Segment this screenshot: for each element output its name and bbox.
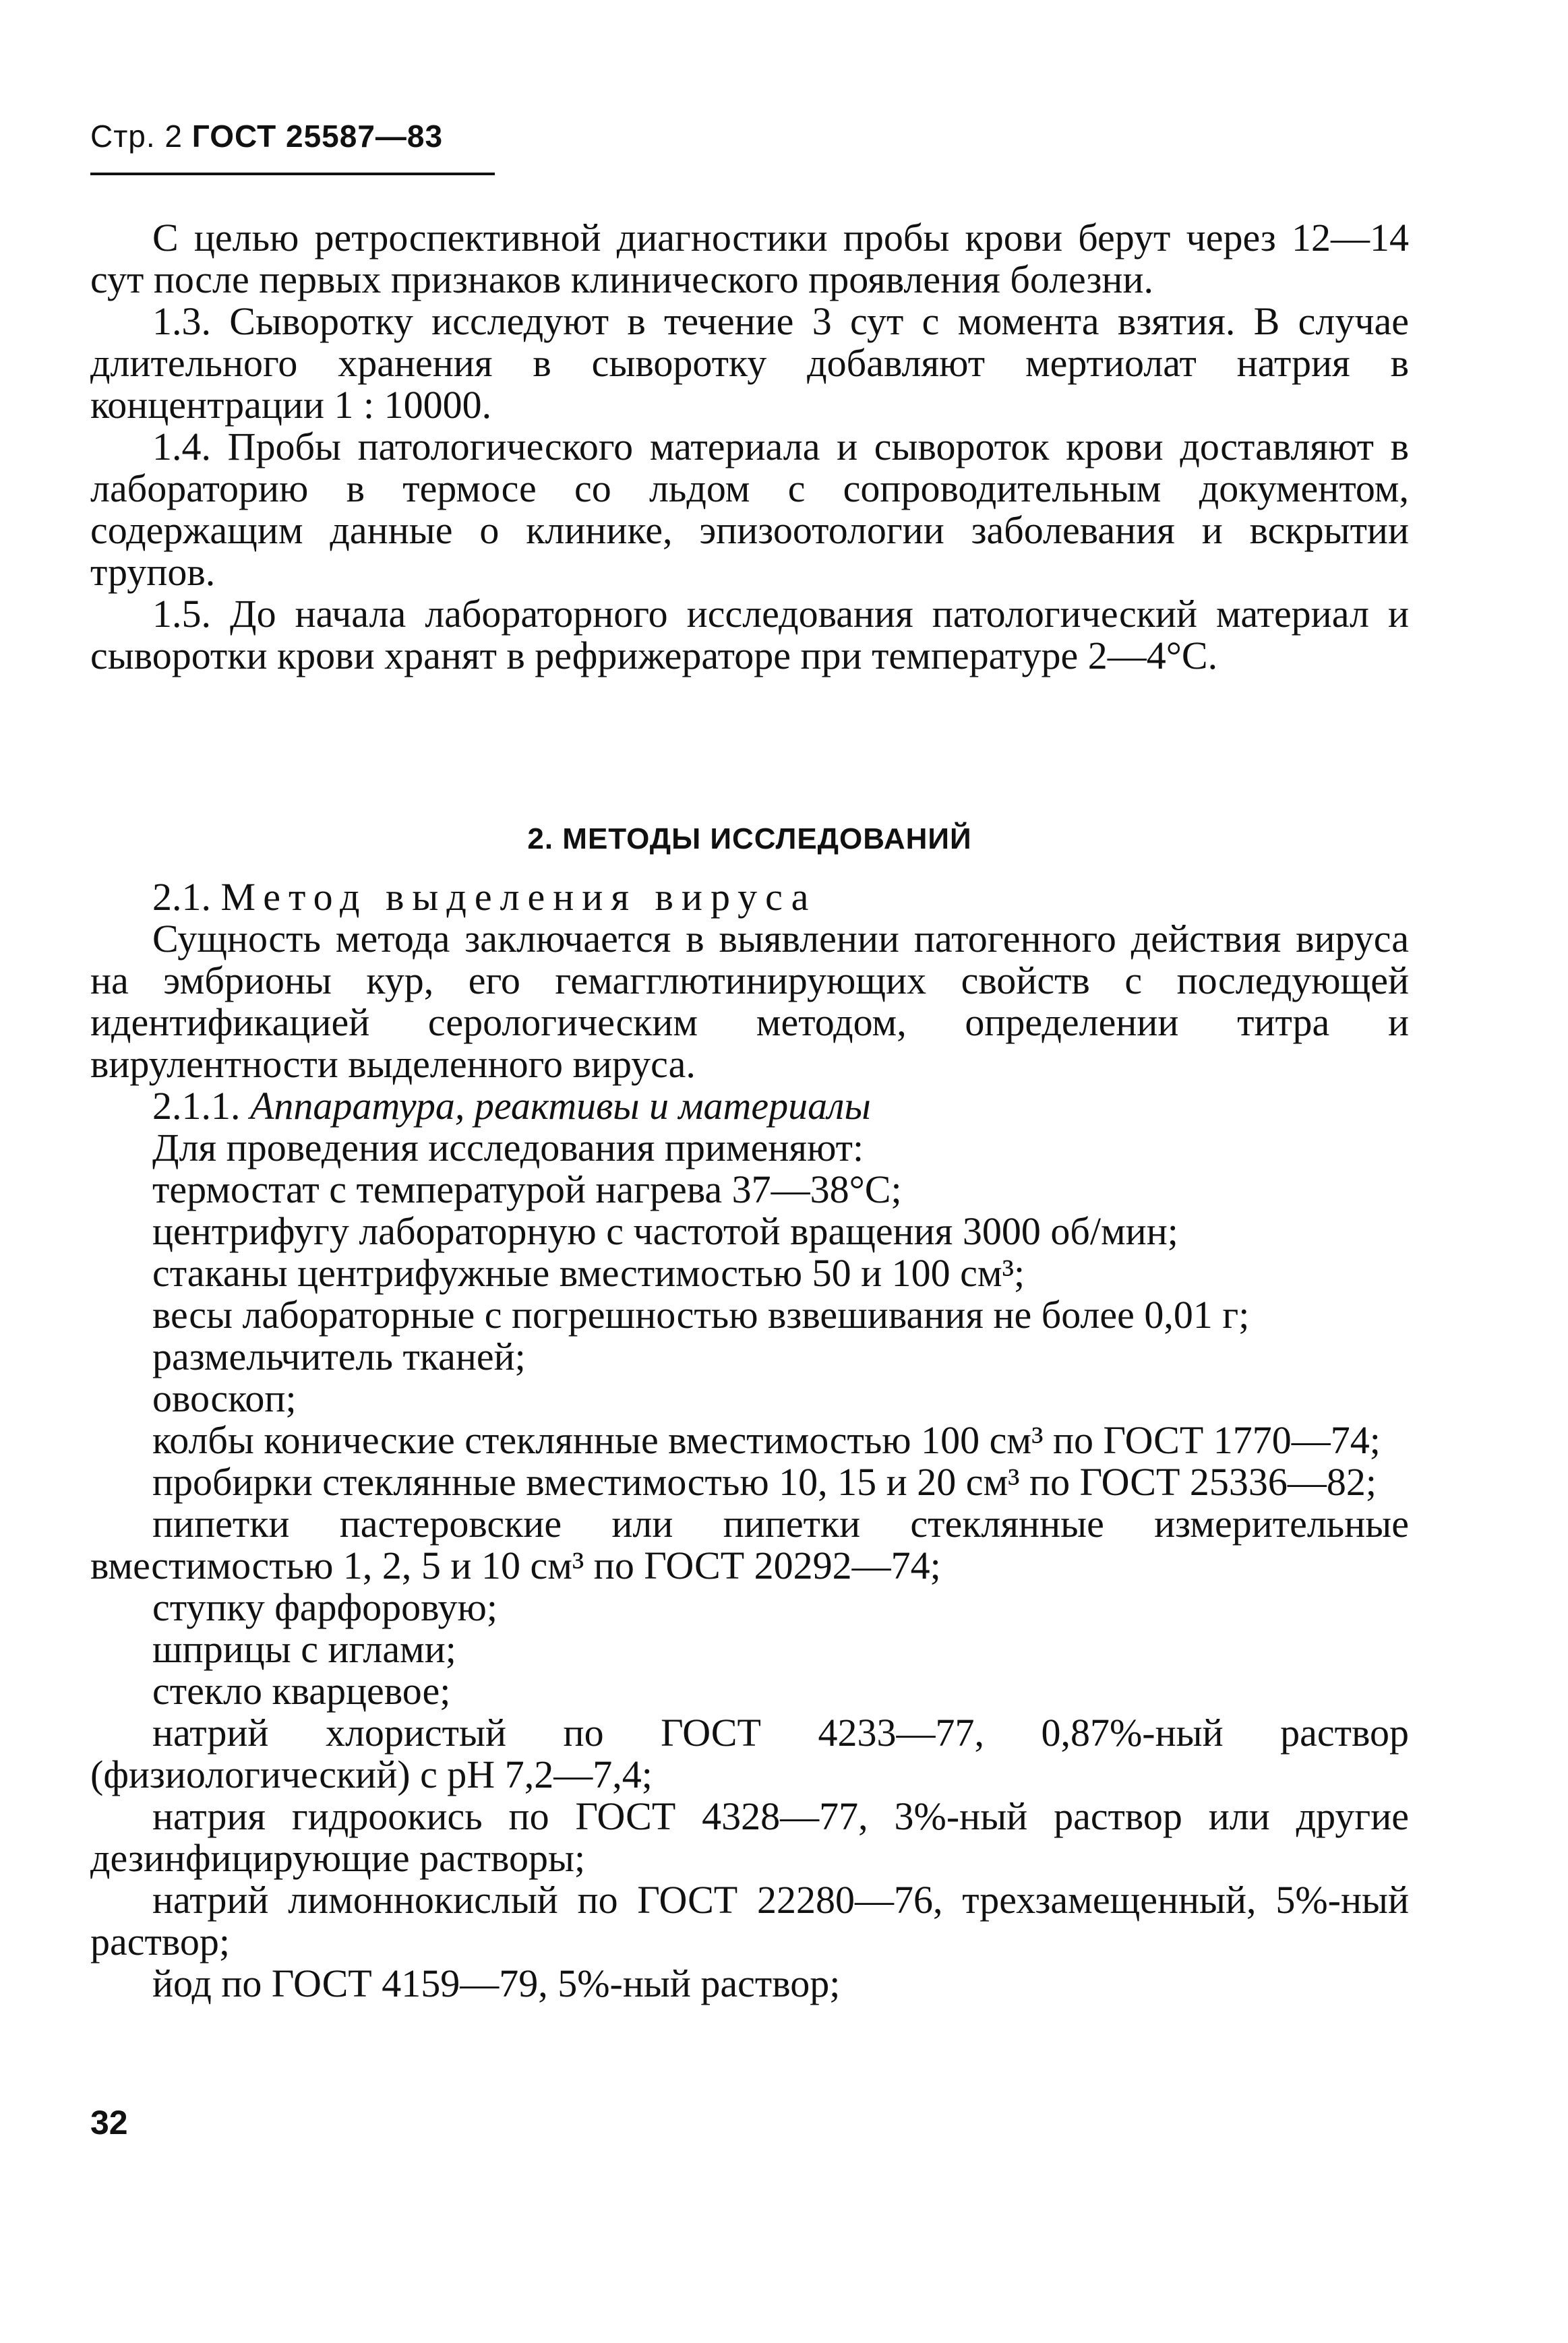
paragraph-1-3: 1.3. Сыворотку исследуют в течение 3 сут с момента взятия. В случае длительного хранения в сыворотку добавляют мертиолат натрия в концентрации 1 : 10000. (90, 299, 1409, 427)
running-header (90, 118, 443, 154)
subsection-number: 2.1.1. (152, 1084, 241, 1128)
header-rule (90, 173, 495, 175)
equipment-item: центрифугу лабораторную с частотой вращения 3000 об/мин; (152, 1209, 1178, 1253)
equipment-item: пипетки пастеровские или пипетки стеклянные измерительные вместимостью 1, 2, 5 и 10 см³ по ГОСТ 20292—74; (90, 1502, 1409, 1587)
equipment-item: стекло кварцевое; (152, 1669, 451, 1713)
subsection-heading (90, 1085, 1409, 1127)
equipment-item: термостат с температурой нагрева 37—38°С; (152, 1167, 902, 1211)
equipment-item: колбы конические стеклянные вместимостью 100 см³ по ГОСТ 1770—74; (152, 1418, 1381, 1462)
equipment-intro: Для проведения исследования применяют: (152, 1126, 864, 1169)
page-number: 32 (90, 2104, 128, 2141)
method-number: 2.1. (152, 875, 211, 919)
paragraph-1-5: 1.5. До начала лабораторного исследования патологический материал и сыворотки крови хранят в рефрижераторе при температуре 2—4°С. (90, 592, 1409, 677)
header-page-label: Стр. 2 (90, 119, 183, 154)
subsection-title: Аппаратура, реактивы и материалы (250, 1084, 871, 1128)
equipment-item: размельчитель тканей; (152, 1335, 526, 1378)
equipment-item: натрия гидроокись по ГОСТ 4328—77, 3%-ный раствор или другие дезинфицирующие растворы; (90, 1794, 1409, 1880)
equipment-item: шприцы с иглами; (152, 1627, 456, 1671)
paragraph-1-4: 1.4. Пробы патологического материала и сывороток крови доставляют в лабораторию в термосе со льдом с сопроводительным документом, содержащим данные о клинике, эпизоотологии заболевания и вскрытии трупов. (90, 425, 1409, 594)
equipment-item: весы лабораторные с погрешностью взвешивания не более 0,01 г; (152, 1293, 1250, 1337)
equipment-item: пробирки стеклянные вместимостью 10, 15 и 20 см³ по ГОСТ 25336—82; (152, 1460, 1377, 1504)
equipment-item: стаканы центрифужные вместимостью 50 и 100 см³; (152, 1251, 1025, 1295)
paragraph-retrospective: С целью ретроспективной диагностики пробы крови берут через 12—14 сут после первых признаков клинического проявления болезни. (90, 216, 1409, 301)
method-heading (90, 876, 1409, 918)
method-essence: Сущность метода заключается в выявлении патогенного действия вируса на эмбрионы кур, его гемагглютинирующих свойств с последующей идентификацией серологическим методом, определении титра и вирулентности выделенного вируса. (90, 917, 1409, 1086)
equipment-item: натрий хлористый по ГОСТ 4233—77, 0,87%-ный раствор (физиологический) с рН 7,2—7,4; (90, 1711, 1409, 1796)
equipment-item: натрий лимоннокислый по ГОСТ 22280—76, трехзамещенный, 5%-ный раствор; (90, 1878, 1409, 1964)
equipment-item: овоскоп; (152, 1376, 297, 1420)
header-standard-number: ГОСТ 25587—83 (191, 119, 444, 154)
section-2-title: 2. МЕТОДЫ ИССЛЕДОВАНИЙ (527, 822, 972, 855)
section-1-continuation (90, 217, 1409, 677)
section-2-body (90, 876, 1409, 2005)
equipment-item: ступку фарфоровую; (152, 1585, 497, 1629)
method-name: Метод выделения вируса (220, 875, 817, 919)
equipment-item: йод по ГОСТ 4159—79, 5%-ный раствор; (152, 1961, 841, 2005)
